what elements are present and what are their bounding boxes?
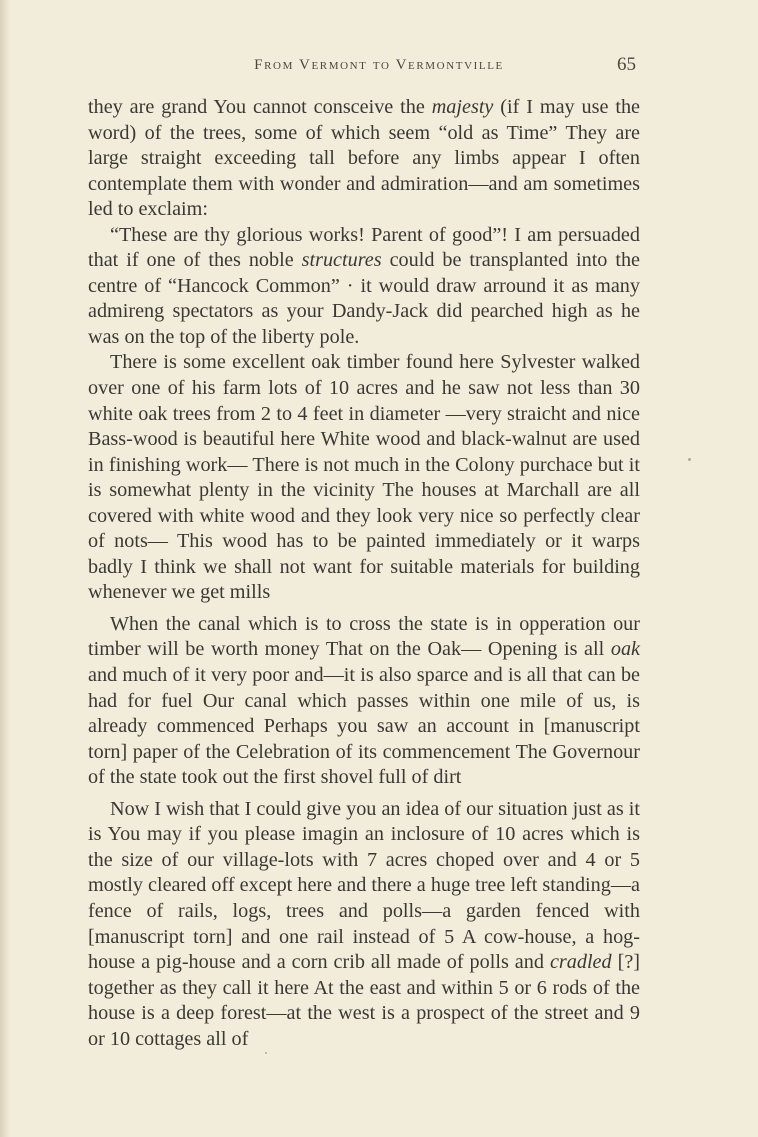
text-run: Now I wish that I could give you an idea of our situation just as it is You may if you please imagin an inclosure of 10 acres which is the size of our village-lots with 7 acres choped over and 4 or 5 mostly cleared off except here and there a huge tree left standing—a fence of rails, logs, trees and polls—a garden fenced with [manuscript torn] and one rail instead of 5 A cow-house, a hog-house a pig-house and a corn crib all made of polls and	[88, 797, 640, 974]
italic-text: oak	[610, 638, 640, 661]
paragraph	[88, 95, 640, 223]
paper-speck	[688, 458, 691, 461]
paragraph	[88, 797, 640, 1052]
italic-text: cradled	[549, 951, 612, 974]
paragraph	[88, 350, 640, 605]
italic-text: structures	[301, 249, 382, 272]
paragraph	[88, 223, 640, 351]
paragraph	[88, 612, 640, 791]
page-number: 65	[617, 54, 636, 75]
running-title: From Vermont to Vermontville	[254, 57, 504, 73]
paper-speck	[265, 1052, 267, 1054]
text-run: could be transplanted into the centre of “Hancock Common” · it would draw arround it as many admireng spectators as your Dandy-Jack did pearched high as he was on the top of the liberty pole.	[88, 249, 641, 348]
text-run: When the canal which is to cross the state is in opperation our timber will be worth money That on the Oak— Opening is all	[88, 612, 640, 661]
italic-text: majesty	[431, 96, 494, 118]
page-gutter-shadow	[0, 0, 10, 1137]
text-run: “These are thy glorious works! Parent of good”! I am persuaded that if one of thes noble	[88, 223, 640, 272]
body-text	[88, 95, 640, 1052]
text-run: they are grand You cannot consceive the	[88, 96, 432, 118]
running-head	[0, 54, 758, 80]
text-run: [?] together as they call it here At the east and within 5 or 6 rods of the house is a deep forest—at the west is a prospect of the street and 9 or 10 cottages all of	[88, 951, 640, 1050]
text-run: and much of it very poor and—it is also sparce and is all that can be had for fuel Our canal which passes within one mile of us, is already commenced Perhaps you saw an account in [manuscript torn] paper of the Celebration of its commencement The Governour of the state took out the first shovel full of dirt	[88, 664, 640, 789]
text-run: (if I may use the word) of the trees, some of which seem “old as Time” They are large straight exceeding tall before any limbs appear I often contemplate them with wonder and admiration—and am sometimes led to exclaim:	[88, 96, 640, 221]
text-run: There is some excellent oak timber found here Sylvester walked over one of his farm lots of 10 acres and he saw not less than 30 white oak trees from 2 to 4 feet in diameter —very straicht and nice Bass-wood is beautiful here White wood and black-walnut are used in finishing work— There is not much in the Colony purchace but it is somewhat plenty in the vicinity The houses at Marchall are all covered with white wood and they look very nice so perfectly clear of nots— This wood has to be painted immediately or it warps badly I think we shall not want for suitable materials for building whenever we get mills	[88, 351, 640, 604]
